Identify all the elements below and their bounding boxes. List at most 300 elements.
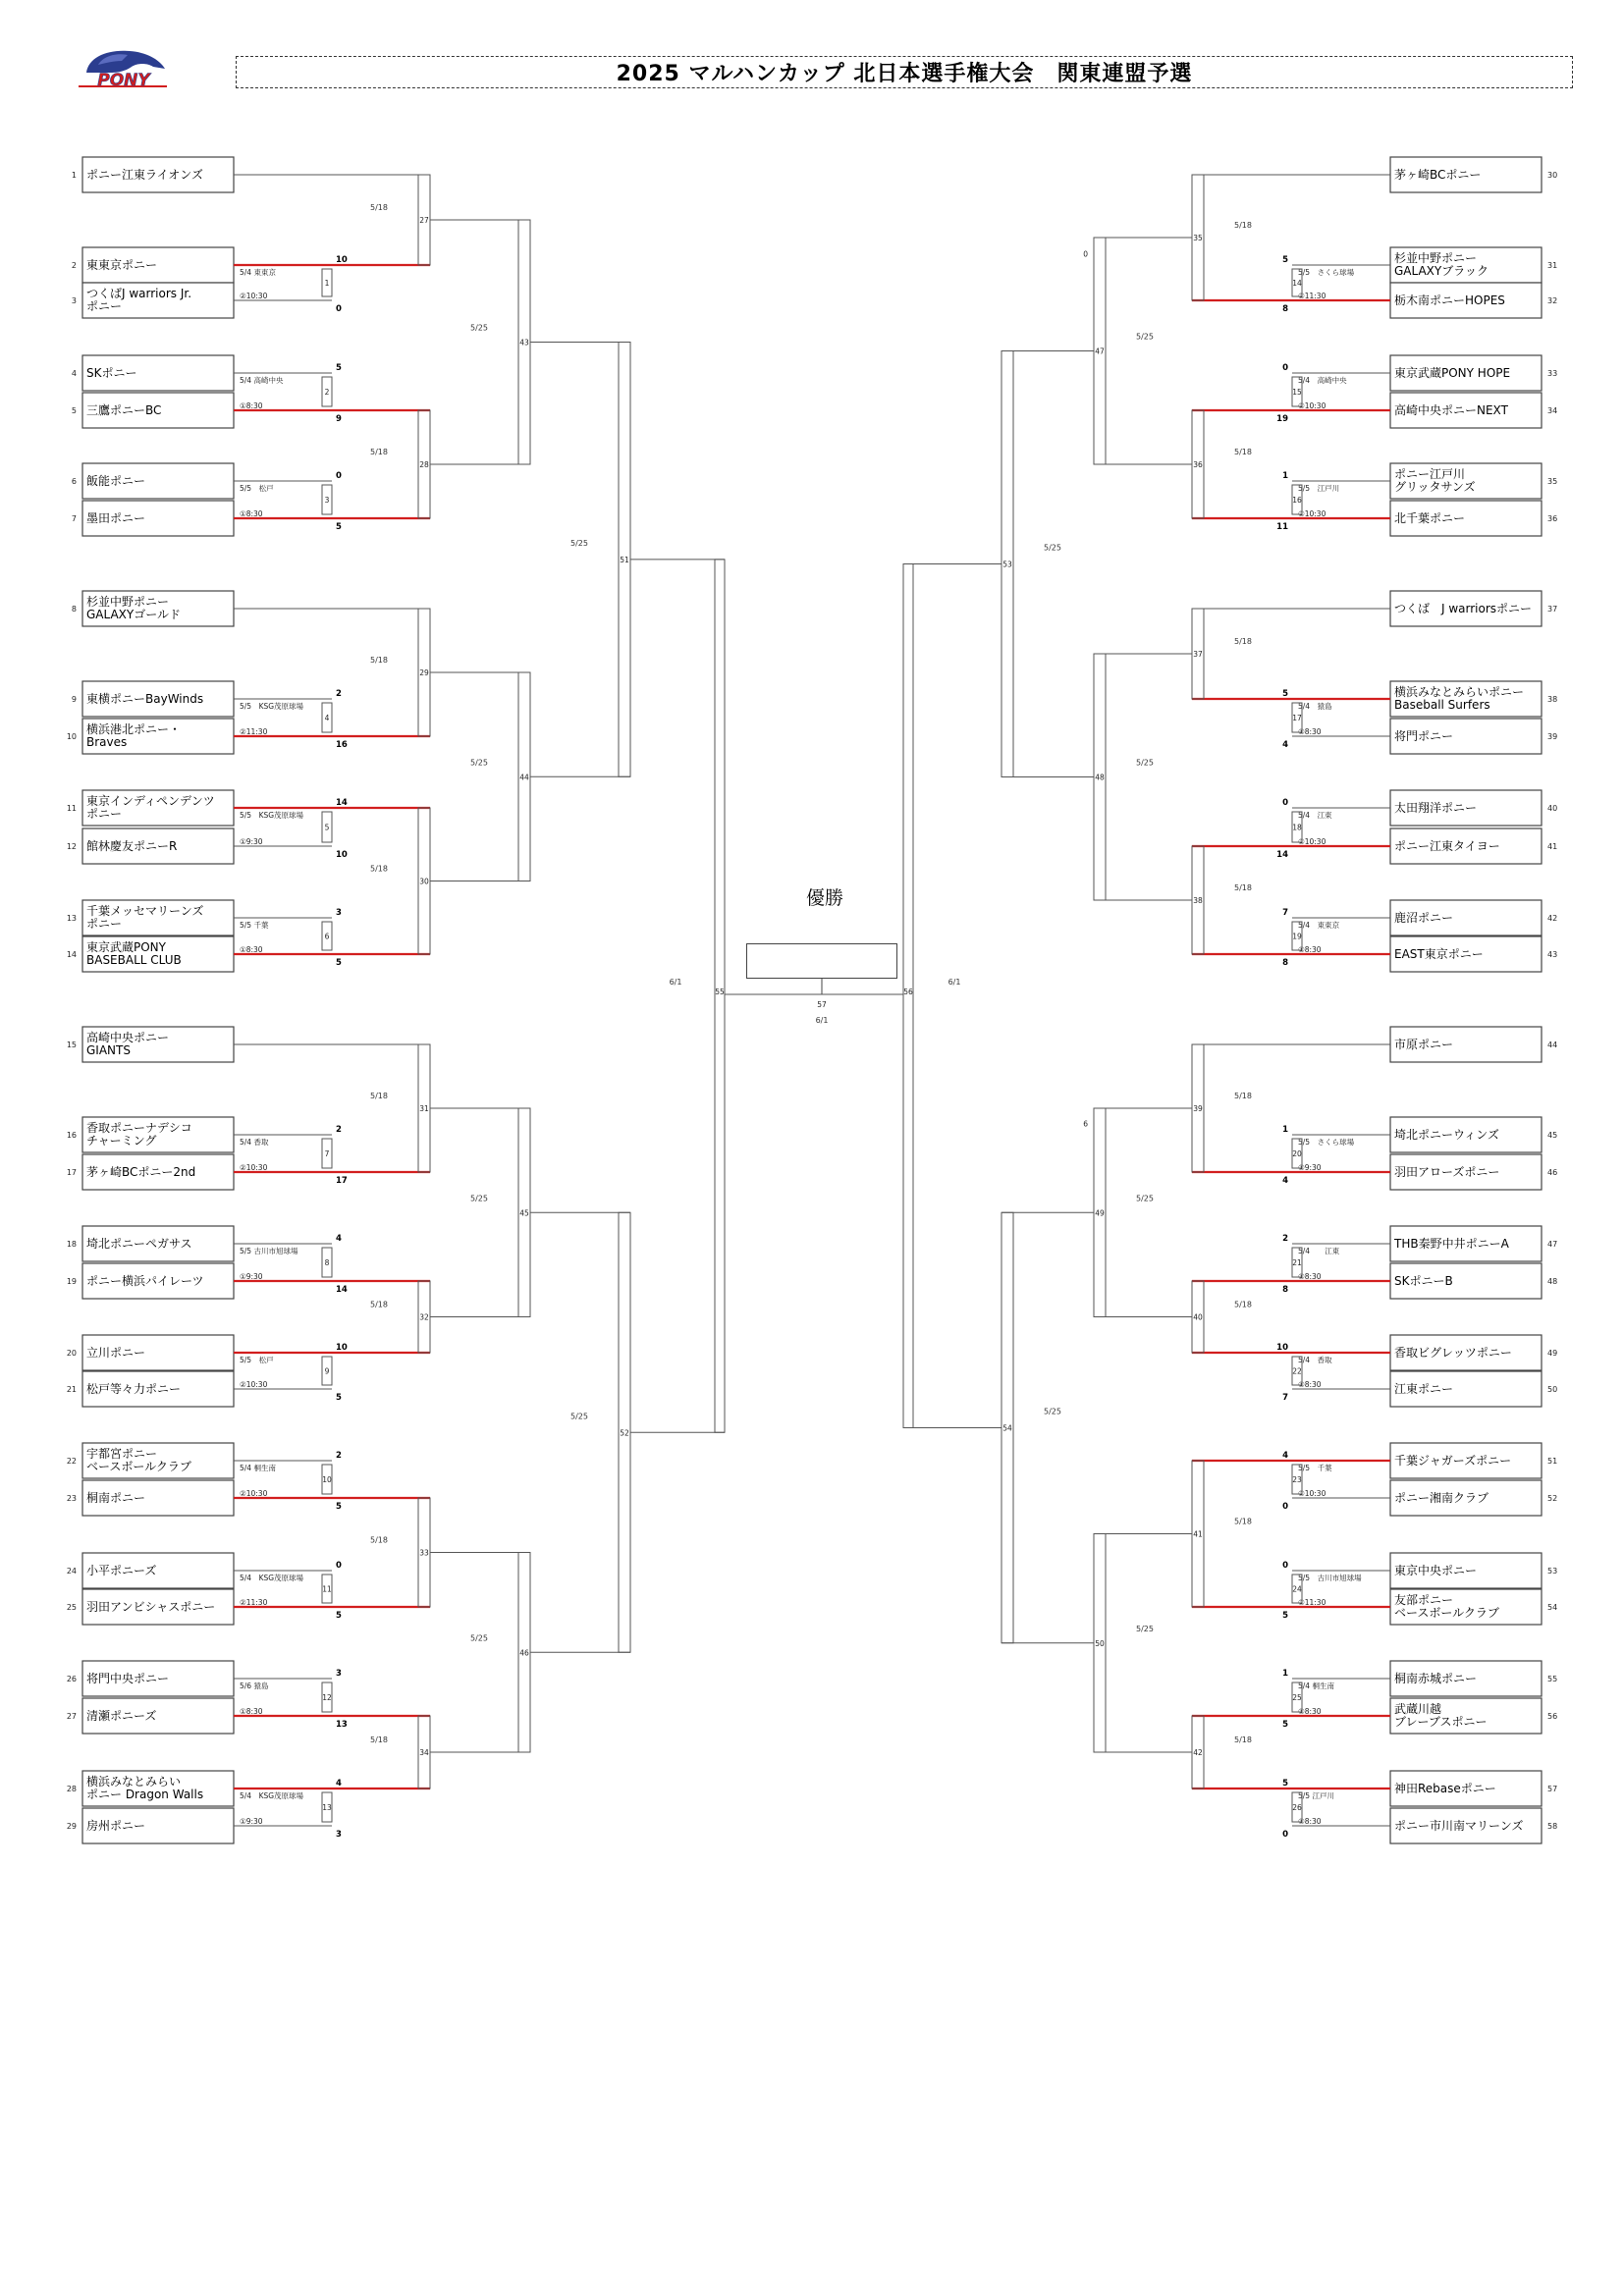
score: 0 <box>336 1561 342 1571</box>
score: 7 <box>1282 908 1288 918</box>
seed-number: 37 <box>1547 605 1558 614</box>
seed-number: 8 <box>71 605 77 614</box>
team-name: つくば J warriorsポニー <box>1394 602 1533 615</box>
team-name: 杉並中野ポニー <box>86 595 170 609</box>
game-time: ①8:30 <box>240 1707 263 1716</box>
team-name: 高崎中央ポニーNEXT <box>1394 403 1508 417</box>
seed-number: 36 <box>1547 514 1558 523</box>
seed-number: 33 <box>1547 369 1558 378</box>
seed-number: 10 <box>66 732 77 741</box>
game-number: 42 <box>1193 1748 1203 1757</box>
game-schedule: 5/4 香取 <box>240 1138 269 1147</box>
team-name: 茅ヶ崎BCポニー <box>1394 168 1482 182</box>
team-name: 千葉ジャガーズポニー <box>1394 1454 1512 1468</box>
team-name: 埼北ポニーペガサス <box>86 1237 192 1251</box>
score: 0 <box>1282 1830 1288 1840</box>
team-name: SKポニー <box>86 366 137 380</box>
seed-number: 29 <box>66 1822 77 1831</box>
team-name: ポニー <box>86 917 123 931</box>
game-number: 7 <box>324 1149 330 1158</box>
game-number: 46 <box>519 1648 529 1658</box>
game-date: 5/18 <box>370 448 388 456</box>
game-number: 13 <box>322 1803 332 1812</box>
game-time: ②11:30 <box>1298 1598 1326 1607</box>
score: 1 <box>1282 471 1288 481</box>
seed-number: 19 <box>66 1277 77 1286</box>
team-name: 埼北ポニーウィンズ <box>1394 1128 1499 1142</box>
team-name: ポニー江東ライオンズ <box>86 168 203 182</box>
seed-number: 14 <box>66 950 77 959</box>
score: 5 <box>1282 1779 1288 1789</box>
seed-number: 28 <box>66 1785 77 1793</box>
seed-number: 24 <box>66 1567 77 1575</box>
game-date: 6/1 <box>947 978 961 987</box>
team-name: ポニー湘南クラブ <box>1394 1491 1489 1505</box>
game-number: 41 <box>1193 1529 1203 1539</box>
game-date: 5/18 <box>1234 883 1252 892</box>
seed-number: 45 <box>1547 1131 1558 1140</box>
score: 3 <box>336 1669 342 1679</box>
seed-number: 35 <box>1547 477 1558 486</box>
game-time: ①8:30 <box>1298 945 1322 954</box>
game-number: 9 <box>324 1366 330 1376</box>
team-name: チャーミング <box>86 1134 157 1148</box>
game-number: 28 <box>419 460 429 469</box>
team-name: 栃木南ポニーHOPES <box>1394 294 1505 307</box>
game-schedule: 5/4 高崎中央 <box>240 376 284 385</box>
game-number: 11 <box>322 1584 332 1594</box>
score: 14 <box>336 798 348 808</box>
game-number: 38 <box>1193 896 1203 905</box>
game-time: ①9:30 <box>240 1817 263 1826</box>
team-name: 房州ポニー <box>86 1819 146 1833</box>
team-name: 松戸等々力ポニー <box>86 1382 182 1396</box>
game-time: ②10:30 <box>240 292 268 300</box>
game-date: 5/18 <box>370 1300 388 1309</box>
team-name: 友部ポニー <box>1394 1593 1454 1607</box>
game-date: 5/25 <box>1136 758 1154 768</box>
team-name: 墨田ポニー <box>86 511 146 525</box>
game-schedule: 5/4 江東 <box>1298 811 1332 820</box>
game-schedule: 5/4 江東 <box>1298 1247 1340 1255</box>
team-name: GALAXYブラック <box>1394 264 1489 278</box>
score: 14 <box>1276 850 1288 860</box>
game-date: 5/18 <box>1234 448 1252 456</box>
seed-number: 31 <box>1547 261 1558 270</box>
game-number: 30 <box>419 877 429 886</box>
game-number: 6 <box>324 932 330 941</box>
game-date: 5/25 <box>570 1412 588 1421</box>
game-number: 31 <box>419 1104 429 1113</box>
game-schedule: 5/5 松戸 <box>240 1356 274 1364</box>
game-number: 18 <box>1292 823 1302 832</box>
seed-number: 4 <box>71 369 77 378</box>
game-time: ②10:30 <box>1298 401 1326 410</box>
score: 0 <box>336 304 342 314</box>
seed-number: 2 <box>71 261 77 270</box>
team-name: 館林慶友ポニーR <box>86 839 178 853</box>
game-time: ①8:30 <box>1298 1272 1322 1281</box>
score: 10 <box>336 255 348 265</box>
score: 5 <box>336 1393 342 1403</box>
game-time: ②10:30 <box>240 1489 268 1498</box>
game-schedule: 5/4 猿島 <box>1298 702 1332 711</box>
game-schedule: 5/5 松戸 <box>240 484 274 493</box>
game-number: 16 <box>1292 496 1302 505</box>
game-date: 5/18 <box>370 1092 388 1100</box>
game-number: 15 <box>1292 388 1302 397</box>
champion-label: 優勝 <box>805 887 843 909</box>
game-time: ②10:30 <box>1298 837 1326 846</box>
team-name: 杉並中野ポニー <box>1394 251 1478 265</box>
seed-number: 58 <box>1547 1822 1558 1831</box>
game-schedule: 5/4 高崎中央 <box>1298 376 1347 385</box>
game-number: 24 <box>1292 1584 1302 1594</box>
game-number: 51 <box>620 555 629 564</box>
team-name: 桐南ポニー <box>86 1491 146 1505</box>
team-name: ポニー <box>86 299 123 313</box>
game-time: ①9:30 <box>240 837 263 846</box>
seed-number: 48 <box>1547 1277 1558 1286</box>
logo-text: PONY <box>97 71 150 90</box>
team-name: Baseball Surfers <box>1394 698 1490 712</box>
game-date: 5/25 <box>470 323 488 333</box>
game-date: 5/25 <box>1136 1624 1154 1633</box>
game-date: 5/25 <box>1136 1194 1154 1203</box>
team-name: SKポニーB <box>1394 1274 1453 1288</box>
score: 2 <box>336 1125 342 1135</box>
team-name: GIANTS <box>86 1043 131 1057</box>
game-schedule: 5/4 KSG茂原球場 <box>240 1791 304 1800</box>
seed-number: 23 <box>66 1494 77 1503</box>
game-schedule: 5/4 KSG茂原球場 <box>240 1574 304 1582</box>
game-number: 47 <box>1095 347 1105 356</box>
score: 5 <box>336 1611 342 1621</box>
score: 10 <box>336 850 348 860</box>
seed-number: 57 <box>1547 1785 1558 1793</box>
game-schedule: 5/5 江戸川 <box>1298 1791 1334 1800</box>
game-schedule: 5/4 香取 <box>1298 1356 1332 1364</box>
game-number: 3 <box>324 496 330 505</box>
seed-number: 34 <box>1547 406 1558 415</box>
game-time: ①9:30 <box>1298 1163 1322 1172</box>
score: 1 <box>1282 1669 1288 1679</box>
seed-number: 16 <box>66 1131 77 1140</box>
seed-number: 18 <box>66 1240 77 1249</box>
score: 4 <box>336 1234 342 1244</box>
score: 5 <box>1282 1720 1288 1730</box>
team-name: 立川ポニー <box>86 1346 146 1360</box>
score: 16 <box>336 740 348 750</box>
score: 17 <box>336 1176 348 1186</box>
team-name: Braves <box>86 735 128 749</box>
game-date: 6/1 <box>669 978 682 987</box>
game-number: 36 <box>1193 460 1203 469</box>
team-name: 武蔵川越 <box>1394 1702 1442 1716</box>
game-date: 5/18 <box>1234 221 1252 230</box>
seed-number: 55 <box>1547 1675 1558 1683</box>
game-time: ①9:30 <box>240 1272 263 1281</box>
score: 5 <box>336 363 342 373</box>
game-time: ②10:30 <box>240 1380 268 1389</box>
seed-number: 15 <box>66 1041 77 1049</box>
game-number: 25 <box>1292 1693 1302 1702</box>
team-name: ベースボールクラブ <box>86 1460 191 1473</box>
team-name: 東東京ポニー <box>86 258 158 272</box>
game-date: 5/25 <box>470 758 488 768</box>
game-number: 45 <box>519 1208 529 1218</box>
seed-number: 22 <box>66 1457 77 1466</box>
team-name: 羽田アンビシャスポニー <box>86 1600 216 1614</box>
team-name: 太田翔洋ポニー <box>1394 801 1478 815</box>
seed-number: 51 <box>1547 1457 1558 1466</box>
game-note: 6 <box>1083 1119 1088 1129</box>
team-name: ベースボールクラブ <box>1394 1606 1499 1620</box>
seed-number: 41 <box>1547 842 1558 851</box>
score: 19 <box>1276 414 1288 424</box>
score: 0 <box>1282 363 1288 373</box>
game-date: 5/25 <box>1136 332 1154 342</box>
game-time: ②11:30 <box>240 1598 268 1607</box>
team-name: ポニー市川南マリーンズ <box>1394 1819 1524 1833</box>
game-number: 1 <box>324 279 330 288</box>
game-date: 5/18 <box>1234 1300 1252 1309</box>
game-number: 20 <box>1292 1149 1302 1158</box>
team-name: 宇都宮ポニー <box>86 1447 158 1461</box>
score: 2 <box>1282 1234 1288 1244</box>
game-date: 5/25 <box>570 538 588 548</box>
game-time: ①8:30 <box>1298 1380 1322 1389</box>
seed-number: 46 <box>1547 1168 1558 1177</box>
game-schedule: 5/4 桐生南 <box>1298 1682 1334 1690</box>
team-name: 千葉メッセマリーンズ <box>86 904 204 918</box>
team-name: 将門ポニー <box>1394 729 1454 743</box>
game-schedule: 5/4 東東京 <box>240 268 276 277</box>
team-name: 桐南赤城ポニー <box>1394 1672 1478 1685</box>
game-time: ②11:30 <box>1298 292 1326 300</box>
score: 0 <box>1282 798 1288 808</box>
team-name: 将門中央ポニー <box>86 1672 170 1685</box>
game-number: 44 <box>519 773 529 782</box>
team-name: ポニー江東タイヨー <box>1394 839 1500 853</box>
game-schedule: 5/5 千葉 <box>1298 1464 1332 1472</box>
score: 10 <box>1276 1343 1288 1353</box>
game-date: 5/18 <box>370 864 388 874</box>
team-name: EAST東京ポニー <box>1394 947 1484 961</box>
team-name: 香取ビグレッツポニー <box>1394 1346 1512 1360</box>
score: 2 <box>336 1451 342 1461</box>
score: 11 <box>1276 522 1288 532</box>
seed-number: 42 <box>1547 914 1558 923</box>
seed-number: 32 <box>1547 296 1558 305</box>
team-name: ポニー横浜パイレーツ <box>86 1274 204 1288</box>
team-name: 飯能ポニー <box>86 474 146 488</box>
team-name: 北千葉ポニー <box>1394 511 1466 525</box>
team-name: ポニー Dragon Walls <box>86 1788 204 1801</box>
team-name: つくばJ warriors Jr. <box>86 287 192 300</box>
game-number: 54 <box>1002 1423 1012 1433</box>
game-number: 14 <box>1292 279 1302 288</box>
seed-number: 5 <box>71 406 77 415</box>
game-time: ②10:30 <box>1298 509 1326 518</box>
score: 14 <box>336 1285 348 1295</box>
game-number: 40 <box>1193 1312 1203 1322</box>
game-date: 5/25 <box>1044 543 1061 553</box>
seed-number: 30 <box>1547 171 1558 180</box>
seed-number: 44 <box>1547 1041 1558 1049</box>
game-number: 29 <box>419 668 429 677</box>
seed-number: 39 <box>1547 732 1558 741</box>
score: 10 <box>336 1343 348 1353</box>
game-schedule: 5/5 古川市旭球場 <box>240 1247 298 1255</box>
score: 5 <box>1282 255 1288 265</box>
game-schedule: 5/5 千葉 <box>240 921 269 930</box>
score: 0 <box>1282 1561 1288 1571</box>
score: 9 <box>336 414 342 424</box>
score: 8 <box>1282 958 1288 968</box>
team-name: 東京中央ポニー <box>1394 1564 1478 1577</box>
game-number: 55 <box>715 988 725 996</box>
team-name: 横浜港北ポニー・ <box>86 722 182 736</box>
game-number: 21 <box>1292 1258 1302 1267</box>
game-number: 39 <box>1193 1104 1203 1113</box>
seed-number: 3 <box>71 296 77 305</box>
game-date: 5/18 <box>1234 1517 1252 1526</box>
team-name: 横浜みなとみらい <box>86 1775 182 1789</box>
score: 3 <box>336 1830 342 1840</box>
team-name: THB秦野中井ポニーA <box>1394 1237 1509 1251</box>
game-time: ①8:30 <box>240 945 263 954</box>
seed-number: 26 <box>66 1675 77 1683</box>
game-number: 2 <box>324 388 330 397</box>
team-name: 香取ポニーナデシコ <box>86 1121 192 1135</box>
seed-number: 6 <box>71 477 77 486</box>
game-number: 43 <box>519 338 529 347</box>
score: 5 <box>1282 689 1288 699</box>
game-number: 32 <box>419 1312 429 1322</box>
game-number: 35 <box>1193 234 1203 242</box>
score: 0 <box>336 471 342 481</box>
game-number: 4 <box>324 714 330 722</box>
game-date: 5/25 <box>1044 1407 1061 1416</box>
seed-number: 13 <box>66 914 77 923</box>
game-number: 37 <box>1193 650 1203 659</box>
team-name: 東京武蔵PONY <box>86 940 166 954</box>
game-number: 53 <box>1002 560 1012 569</box>
game-number: 27 <box>419 216 429 225</box>
game-date: 5/18 <box>1234 1735 1252 1744</box>
team-name: 江東ポニー <box>1394 1382 1454 1396</box>
seed-number: 50 <box>1547 1385 1558 1394</box>
team-name: ポニー <box>86 807 123 821</box>
team-name: 三鷹ポニーBC <box>86 403 162 417</box>
game-date: 5/18 <box>1234 1092 1252 1100</box>
seed-number: 25 <box>66 1603 77 1612</box>
game-number: 23 <box>1292 1475 1302 1484</box>
game-date: 6/1 <box>815 1016 829 1025</box>
team-name: ブレーブスポニー <box>1394 1715 1488 1729</box>
game-date: 5/18 <box>370 203 388 212</box>
team-name: BASEBALL CLUB <box>86 953 182 967</box>
game-number: 52 <box>620 1428 629 1438</box>
seed-number: 20 <box>66 1349 77 1358</box>
seed-number: 38 <box>1547 695 1558 704</box>
team-name: 高崎中央ポニー <box>86 1031 170 1044</box>
game-date: 5/18 <box>370 656 388 665</box>
game-time: ①8:30 <box>240 509 263 518</box>
game-number: 34 <box>419 1748 429 1757</box>
team-name: グリッタサンズ <box>1394 480 1476 494</box>
score: 8 <box>1282 304 1288 314</box>
team-name: 東横ポニーBayWinds <box>86 692 204 706</box>
game-number: 49 <box>1095 1208 1105 1218</box>
team-name: ポニー江戸川 <box>1394 467 1466 481</box>
game-schedule: 5/5 江戸川 <box>1298 484 1340 493</box>
game-number: 17 <box>1292 714 1302 722</box>
seed-number: 54 <box>1547 1603 1558 1612</box>
team-name: 横浜みなとみらいポニー <box>1394 685 1525 699</box>
score: 5 <box>336 958 342 968</box>
game-time: ②10:30 <box>240 1163 268 1172</box>
game-date: 5/18 <box>370 1735 388 1744</box>
team-name: 神田Rebaseポニー <box>1394 1782 1496 1795</box>
team-name: 茅ヶ崎BCポニー2nd <box>86 1165 196 1179</box>
seed-number: 17 <box>66 1168 77 1177</box>
game-number: 10 <box>322 1475 332 1484</box>
game-time: ①8:30 <box>1298 1707 1322 1716</box>
score: 4 <box>1282 1451 1288 1461</box>
score: 13 <box>336 1720 348 1730</box>
seed-number: 49 <box>1547 1349 1558 1358</box>
game-date: 5/25 <box>470 1194 488 1203</box>
game-date: 5/25 <box>470 1633 488 1643</box>
score: 7 <box>1282 1393 1288 1403</box>
game-schedule: 5/4 桐生南 <box>240 1464 276 1472</box>
seed-number: 27 <box>66 1712 77 1721</box>
game-number: 5 <box>324 823 330 832</box>
seed-number: 1 <box>71 171 77 180</box>
seed-number: 40 <box>1547 804 1558 813</box>
score: 0 <box>1282 1502 1288 1512</box>
game-number: 12 <box>322 1693 332 1702</box>
score: 8 <box>1282 1285 1288 1295</box>
game-number: 33 <box>419 1548 429 1558</box>
score: 5 <box>336 1502 342 1512</box>
seed-number: 43 <box>1547 950 1558 959</box>
team-name: GALAXYゴールド <box>86 608 181 621</box>
team-name: 小平ポニーズ <box>86 1564 157 1577</box>
game-number: 48 <box>1095 773 1105 782</box>
game-number: 26 <box>1292 1803 1302 1812</box>
game-schedule: 5/5 さくら球場 <box>1298 1138 1355 1147</box>
team-name: 鹿沼ポニー <box>1394 911 1454 925</box>
game-date: 5/18 <box>1234 637 1252 646</box>
game-time: ②10:30 <box>1298 1489 1326 1498</box>
seed-number: 7 <box>71 514 77 523</box>
team-name: 東京武蔵PONY HOPE <box>1394 366 1511 380</box>
game-time: ①8:30 <box>240 401 263 410</box>
game-schedule: 5/5 さくら球場 <box>1298 268 1355 277</box>
seed-number: 12 <box>66 842 77 851</box>
game-number: 50 <box>1095 1638 1105 1648</box>
game-note: 0 <box>1083 249 1088 259</box>
page-title: 2025 マルハンカップ 北日本選手権大会 関東連盟予選 <box>616 62 1193 86</box>
score: 3 <box>336 908 342 918</box>
seed-number: 9 <box>71 695 77 704</box>
seed-number: 56 <box>1547 1712 1558 1721</box>
team-name: 東京インディペンデンツ <box>86 794 215 808</box>
score: 4 <box>336 1779 342 1789</box>
